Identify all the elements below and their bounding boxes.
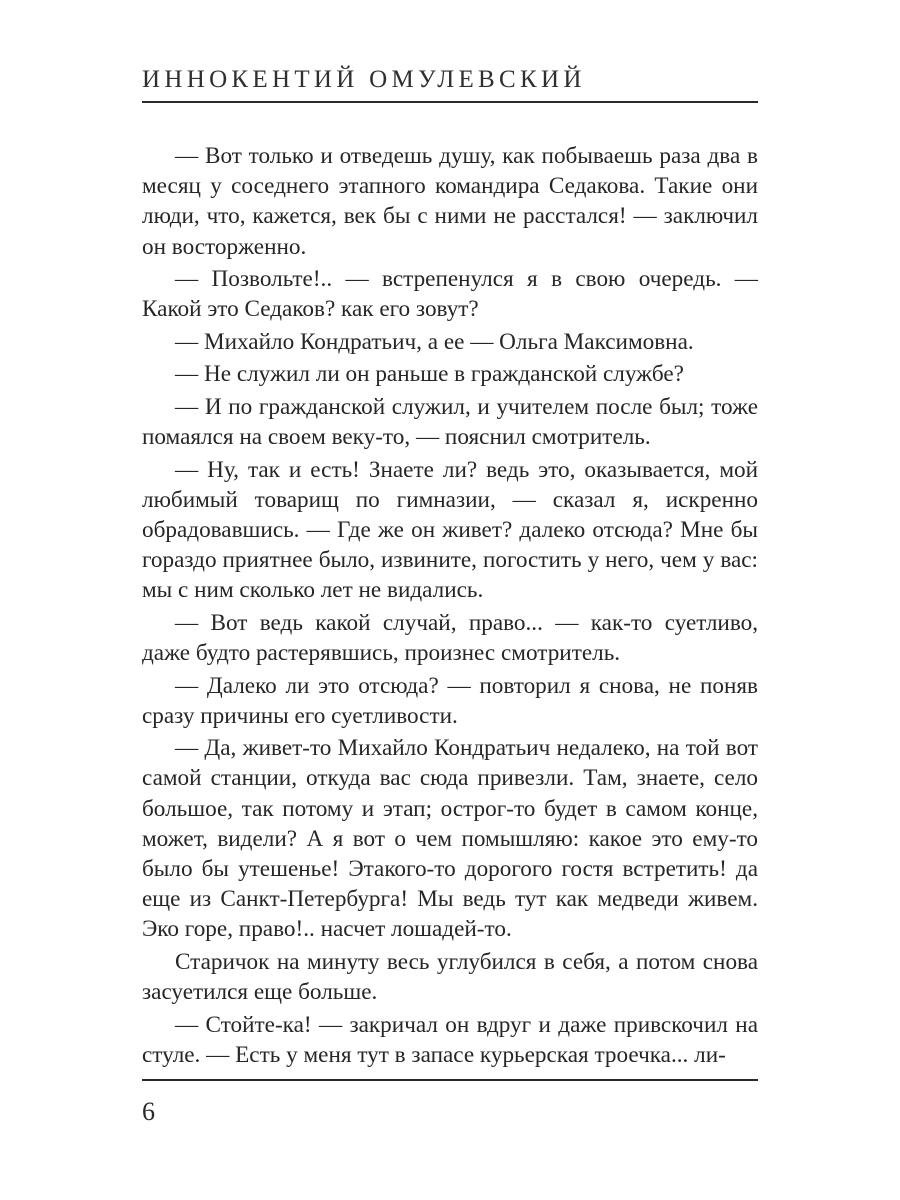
footer-rule <box>142 1079 758 1081</box>
header-rule <box>142 101 758 103</box>
paragraph: — Позвольте!.. — встрепенулся я в свою очередь. — Какой это Седаков? как его зовут? <box>142 266 758 323</box>
paragraph: — Вот ведь какой случай, право... — как-то суетливо, даже будто растерявшись, произнес смотритель. <box>142 609 758 667</box>
body-text <box>142 141 758 1072</box>
paragraph: — Вот только и отведешь душу, как побываешь раза два в месяц у соседнего этапного командира Седакова. Такие они люди, что, кажется, век бы с ними не расстался! — заключил он восторженно. <box>142 143 758 260</box>
page-number: 6 <box>142 1097 155 1126</box>
paragraph: Старичок на минуту весь углубился в себя, а потом снова засуетился еще больше. <box>142 948 758 1006</box>
paragraph: — И по гражданской служил, и учителем после был; тоже помаялся на своем веку-то, — пояснил смотритель. <box>142 393 758 451</box>
paragraph: — Да, живет-то Михайло Кондратьич недалеко, на той вот самой станции, откуда вас сюда привезли. Там, знаете, село большое, так потому и этап; острог-то будет в самом конце, может, видели? А я вот о чем помышляю: какое это ему-то было бы утешенье! Этакого-то дорогого гостя встретить! да еще из Санкт-Петербурга! Мы ведь тут как медведи живем. Эко горе, право!.. насчет лошадей-то. <box>142 735 758 943</box>
paragraph: — Михайло Кондратьич, а ее — Ольга Максимовна. <box>175 328 694 355</box>
paragraph: — Ну, так и есть! Знаете ли? ведь это, оказывается, мой любимый товарищ по гимназии, — сказал я, искренно обрадовавшись. — Где же он живет? далеко отсюда? Мне бы гораздо приятнее было, извините, погостить у него, чем у вас: мы с ним сколько лет не видались. <box>142 456 758 604</box>
paragraph: — Далеко ли это отсюда? — повторил я снова, не поняв сразу причины его суетливости. <box>142 672 758 729</box>
running-head-author: ИННОКЕНТИЙ ОМУЛЕВСКИЙ <box>142 66 586 93</box>
paragraph: — Не служил ли он раньше в гражданской службе? <box>175 361 684 388</box>
paragraph: — Стойте-ка! — закричал он вдруг и даже привскочил на стуле. — Есть у меня тут в запасе курьерская троечка... ли- <box>142 1011 758 1068</box>
